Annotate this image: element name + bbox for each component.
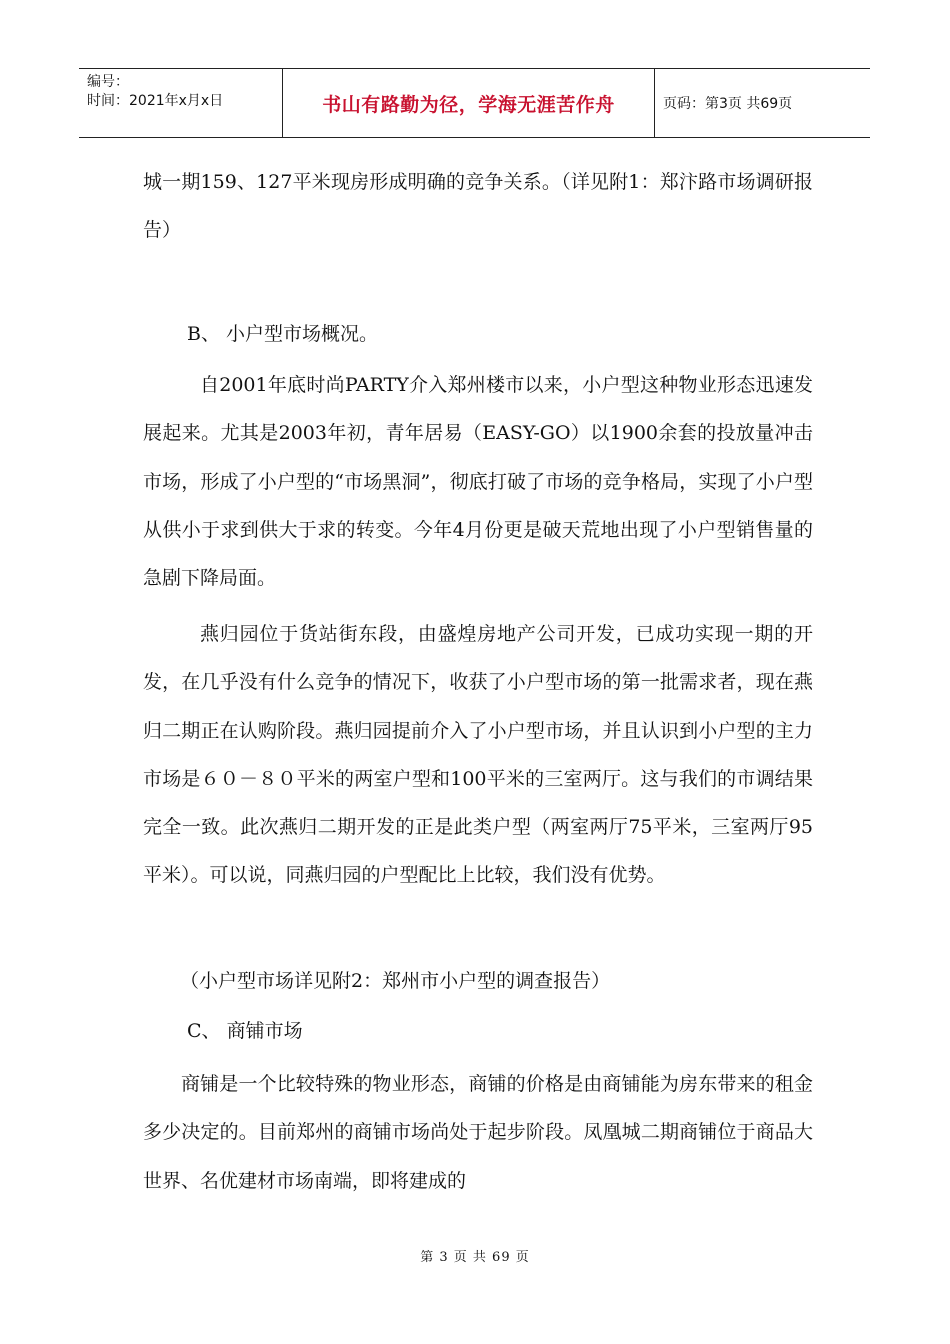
header-meta: [79, 69, 282, 137]
document-number-label: 编号：: [87, 74, 129, 90]
paragraph-c1: 商铺是一个比较特殊的物业形态，商铺的价格是由商铺能为房东带来的租金多少决定的。目前郑州的商铺市场尚处于起步阶段。凤凰城二期商铺位于商品大世界、名优建材市场南端，即将建成的: [143, 1073, 813, 1192]
section-b-heading: B、 小户型市场概况。: [187, 323, 379, 345]
header-page-info: 页码：第3页 共69页: [663, 96, 793, 112]
paragraph-b1: 自2001年底时尚PARTY介入郑州楼市以来，小户型这种物业形态迅速发展起来。尤其是2003年初，青年居易（EASY-GO）以1900余套的投放量冲击市场，形成了小户型的“市场黑洞”，彻底打破了市场的竞争格局，实现了小户型从供小于求到供大于求的转变。今年4月份更是破天荒地出现了小户型销售量的急剧下降局面。: [143, 374, 813, 590]
page-header: [79, 68, 870, 138]
header-motto: 书山有路勤为径，学海无涯苦作舟: [282, 69, 655, 137]
document-date-label: 时间：2021年x月x日: [87, 93, 224, 109]
paragraph-b-note: （小户型市场详见附2：郑州市小户型的调查报告）: [180, 970, 611, 992]
page-footer: 第 3 页 共 69 页: [420, 1250, 530, 1265]
section-c-heading: C、 商铺市场: [187, 1020, 303, 1042]
paragraph-continued: 城一期159、127平米现房形成明确的竞争关系。（详见附1：郑汴路市场调研报告）: [143, 171, 813, 242]
paragraph-b2: 燕归园位于货站街东段，由盛煌房地产公司开发，已成功实现一期的开发，在几乎没有什么竞争的情况下，收获了小户型市场的第一批需求者，现在燕归二期正在认购阶段。燕归园提前介入了小户型市场，并且认识到小户型的主力市场是６０－８０平米的两室户型和100平米的三室两厅。这与我们的市调结果完全一致。此次燕归二期开发的正是此类户型（两室两厅75平米，三室两厅95平米）。可以说，同燕归园的户型配比上比较，我们没有优势。: [143, 623, 813, 887]
